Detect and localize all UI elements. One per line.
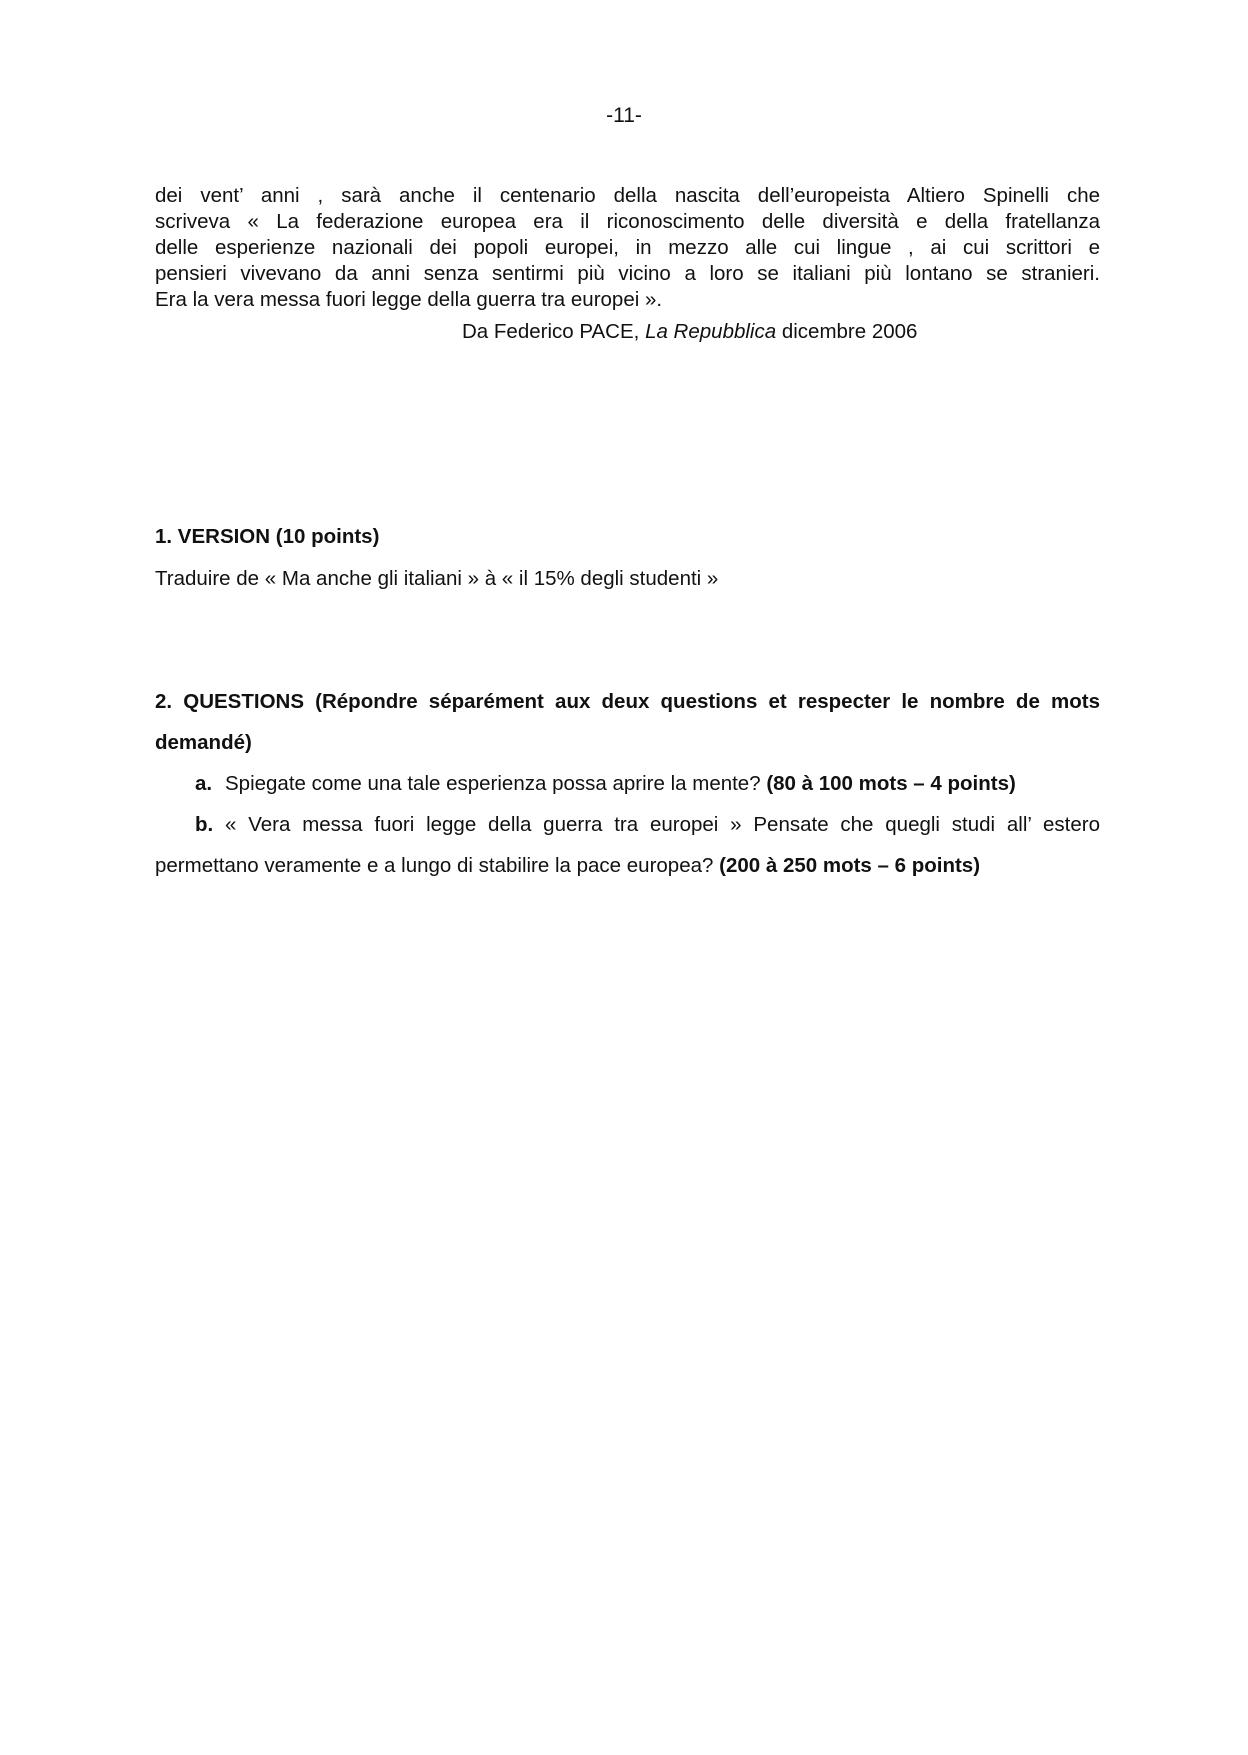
page-number: -11- bbox=[606, 104, 642, 127]
question-letter: a. bbox=[195, 772, 213, 795]
passage-line: scriveva « La federazione europea era il riconoscimento delle diversità e della fratellanza bbox=[155, 210, 1100, 233]
question-item-a bbox=[155, 763, 1100, 804]
passage-line: pensieri vivevano da anni senza sentirmi più vicino a loro se italiani più lontano se stranieri. bbox=[155, 262, 1100, 285]
citation-suffix: dicembre 2006 bbox=[776, 320, 918, 343]
question-letter: b. bbox=[195, 813, 214, 836]
citation-source: La Repubblica bbox=[645, 320, 777, 343]
questions-section bbox=[155, 681, 1100, 886]
passage-excerpt bbox=[155, 183, 1100, 313]
question-points: (200 à 250 mots – 6 points) bbox=[719, 854, 981, 877]
passage-line: Era la vera messa fuori legge della guerra tra europei ». bbox=[155, 288, 663, 311]
version-heading: 1. VERSION (10 points) bbox=[155, 525, 380, 548]
version-instructions: Traduire de « Ma anche gli italiani » à « il 15% degli studenti » bbox=[155, 567, 719, 590]
citation bbox=[462, 320, 917, 344]
question-points: (80 à 100 mots – 4 points) bbox=[766, 772, 1016, 795]
passage-line: delle esperienze nazionali dei popoli europei, in mezzo alle cui lingue , ai cui scrittori e bbox=[155, 236, 1100, 259]
question-text: « Vera messa fuori legge della guerra tra europei » Pensate che quegli studi all’ estero permettano veramente e a lungo di stabilire la pace europea? bbox=[155, 813, 1100, 877]
question-text: Spiegate come una tale esperienza possa aprire la mente? bbox=[225, 772, 767, 795]
question-item-b bbox=[155, 804, 1100, 886]
citation-prefix: Da Federico PACE, bbox=[462, 320, 646, 343]
passage-line: dei vent’ anni , sarà anche il centenario della nascita dell’europeista Altiero Spinelli che bbox=[155, 184, 1100, 207]
questions-heading: 2. QUESTIONS (Répondre séparément aux deux questions et respecter le nombre de mots demandé) bbox=[155, 690, 1100, 754]
